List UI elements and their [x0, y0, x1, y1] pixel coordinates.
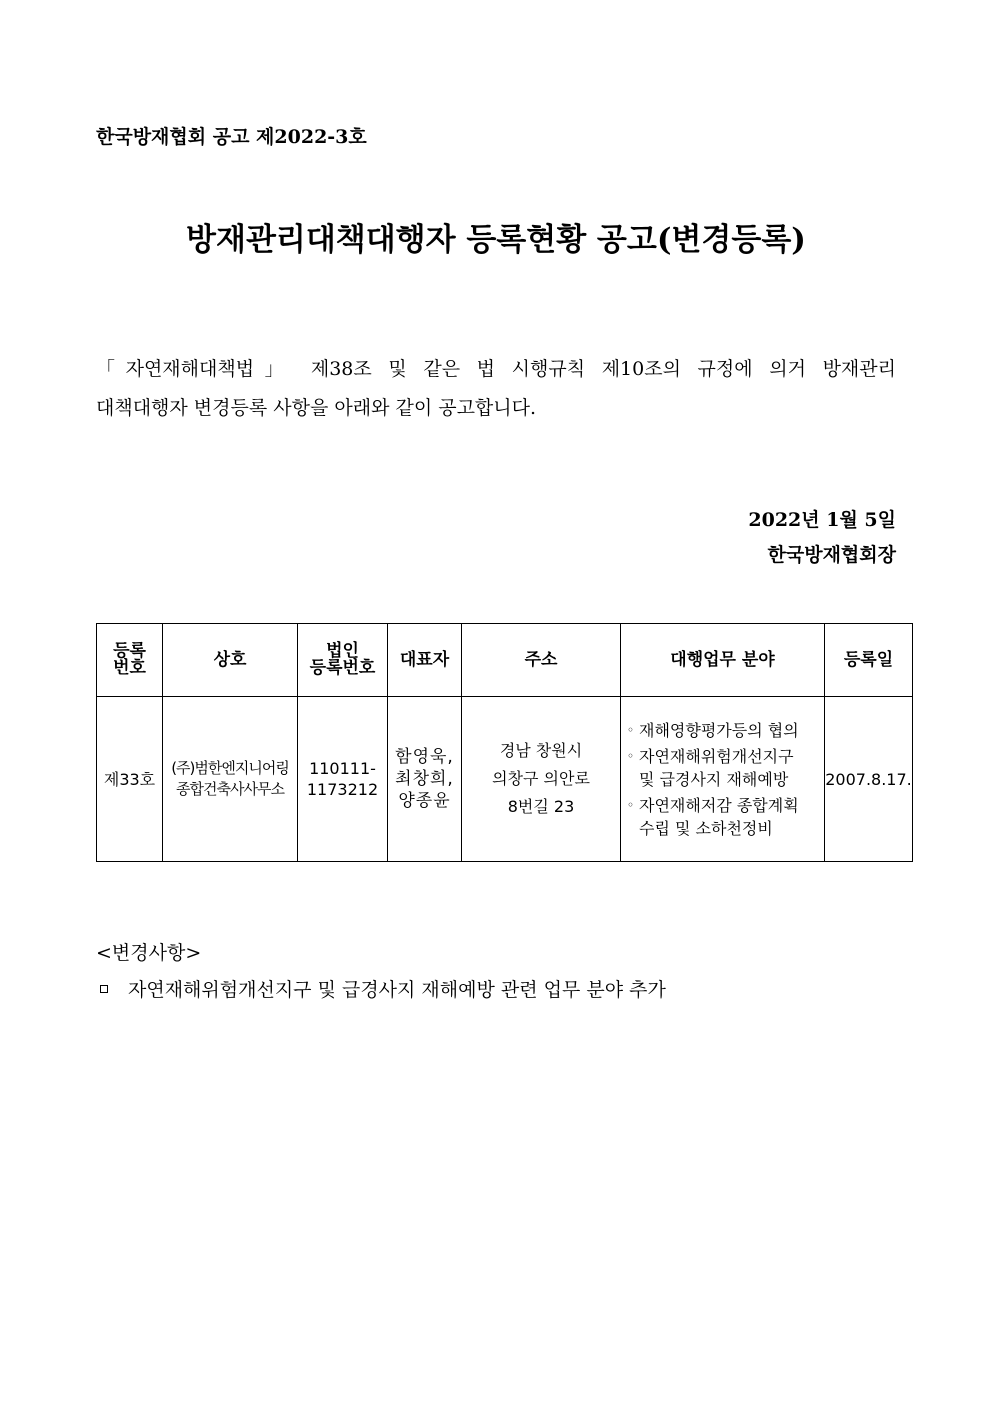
table-row — [97, 697, 913, 862]
table-header-row — [97, 624, 913, 697]
header-reg-no: 등록 번호 — [97, 624, 163, 697]
duty-item: ◦ 재해영향평가등의 협의 — [627, 720, 799, 740]
cell-company: (주)범한엔지니어링 종합건축사사무소 — [163, 697, 298, 862]
cell-address: 경남 창원시 의창구 의안로 8번길 23 — [462, 697, 621, 862]
bullet-icon: ◦ — [627, 748, 635, 763]
changes-item — [96, 975, 666, 1002]
intro-line-1: 「자연재해대책법」 제38조 및 같은 법 시행규칙 제10조의 규정에 의거 방재관리 — [96, 358, 896, 380]
cell-corp-no: 110111- 1173212 — [298, 697, 388, 862]
document-title: 방재관리대책대행자 등록현황 공고(변경등록) — [186, 222, 806, 258]
duty-item: ◦ 자연재해위험개선지구 및 급경사지 재해예방 — [627, 746, 794, 789]
registration-table — [96, 623, 913, 862]
notice-number: 한국방재협회 공고 제2022-3호 — [96, 126, 367, 148]
header-representative: 대표자 — [388, 624, 462, 697]
cell-duties — [621, 697, 825, 862]
square-bullet-icon — [100, 985, 108, 993]
header-address: 주소 — [462, 624, 621, 697]
header-company: 상호 — [163, 624, 298, 697]
cell-reg-no: 제33호 — [97, 697, 163, 862]
header-corp-no: 법인 등록번호 — [298, 624, 388, 697]
header-duties: 대행업무 분야 — [621, 624, 825, 697]
announcement-date: 2022년 1월 5일 — [748, 509, 896, 531]
intro-paragraph — [96, 350, 896, 428]
bullet-icon: ◦ — [627, 722, 635, 737]
signer-title: 한국방재협회장 — [767, 544, 896, 566]
cell-reg-date: 2007.8.17. — [825, 697, 913, 862]
cell-representative: 함영욱, 최창희, 양종윤 — [388, 697, 462, 862]
duty-item: ◦ 자연재해저감 종합계획 수립 및 소하천정비 — [627, 795, 799, 838]
changes-heading: <변경사항> — [96, 942, 202, 964]
header-reg-date: 등록일 — [825, 624, 913, 697]
bullet-icon: ◦ — [627, 797, 635, 812]
changes-item-text: 자연재해위험개선지구 및 급경사지 재해예방 관련 업무 분야 추가 — [128, 979, 666, 1001]
intro-line-2: 대책대행자 변경등록 사항을 아래와 같이 공고합니다. — [96, 397, 537, 419]
